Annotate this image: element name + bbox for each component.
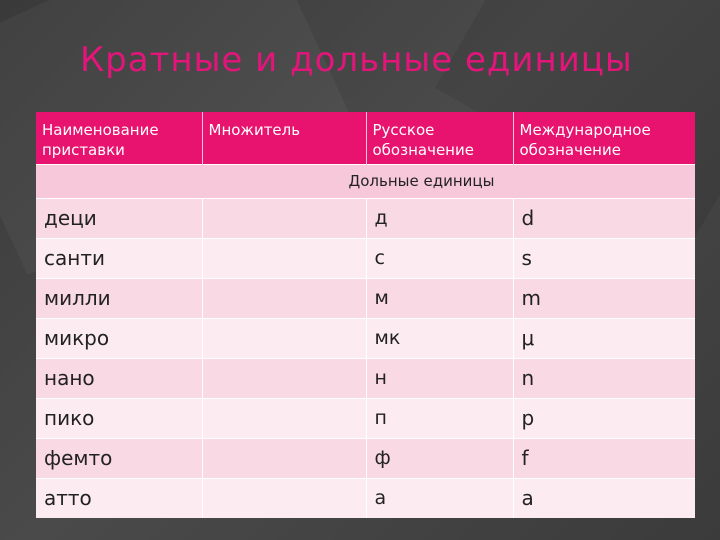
table-row: [36, 198, 695, 238]
cell-multiplier: [202, 358, 366, 398]
cell-multiplier: [202, 438, 366, 478]
cell-russian: м: [366, 278, 513, 318]
header-russian: Русское обозначение: [366, 112, 513, 164]
cell-international: f: [513, 438, 695, 478]
table-row: [36, 438, 695, 478]
cell-name: атто: [36, 478, 202, 518]
cell-multiplier: [202, 238, 366, 278]
units-table: [36, 112, 695, 518]
cell-name: санти: [36, 238, 202, 278]
cell-multiplier: [202, 398, 366, 438]
header-multiplier: Множитель: [202, 112, 366, 164]
cell-multiplier: [202, 198, 366, 238]
cell-russian: с: [366, 238, 513, 278]
cell-name: микро: [36, 318, 202, 358]
cell-international: d: [513, 198, 695, 238]
table-row: [36, 398, 695, 438]
cell-name: фемто: [36, 438, 202, 478]
header-name: Наименование приставки: [36, 112, 202, 164]
cell-russian: д: [366, 198, 513, 238]
cell-international: n: [513, 358, 695, 398]
cell-international: s: [513, 238, 695, 278]
cell-russian: мк: [366, 318, 513, 358]
cell-international: μ: [513, 318, 695, 358]
cell-multiplier: [202, 278, 366, 318]
cell-multiplier: [202, 318, 366, 358]
section-row: [36, 164, 695, 198]
cell-name: пико: [36, 398, 202, 438]
cell-russian: а: [366, 478, 513, 518]
slide-title: Кратные и дольные единицы: [80, 40, 633, 80]
cell-multiplier: [202, 478, 366, 518]
cell-russian: ф: [366, 438, 513, 478]
cell-russian: н: [366, 358, 513, 398]
cell-russian: п: [366, 398, 513, 438]
table-row: [36, 318, 695, 358]
cell-international: m: [513, 278, 695, 318]
cell-international: p: [513, 398, 695, 438]
table-row: [36, 238, 695, 278]
header-international: Международное обозначение: [513, 112, 695, 164]
cell-name: милли: [36, 278, 202, 318]
table-header-row: [36, 112, 695, 164]
table-row: [36, 358, 695, 398]
table-row: [36, 478, 695, 518]
table-row: [36, 278, 695, 318]
section-label: Дольные единицы: [36, 164, 695, 198]
cell-name: деци: [36, 198, 202, 238]
cell-international: a: [513, 478, 695, 518]
cell-name: нано: [36, 358, 202, 398]
